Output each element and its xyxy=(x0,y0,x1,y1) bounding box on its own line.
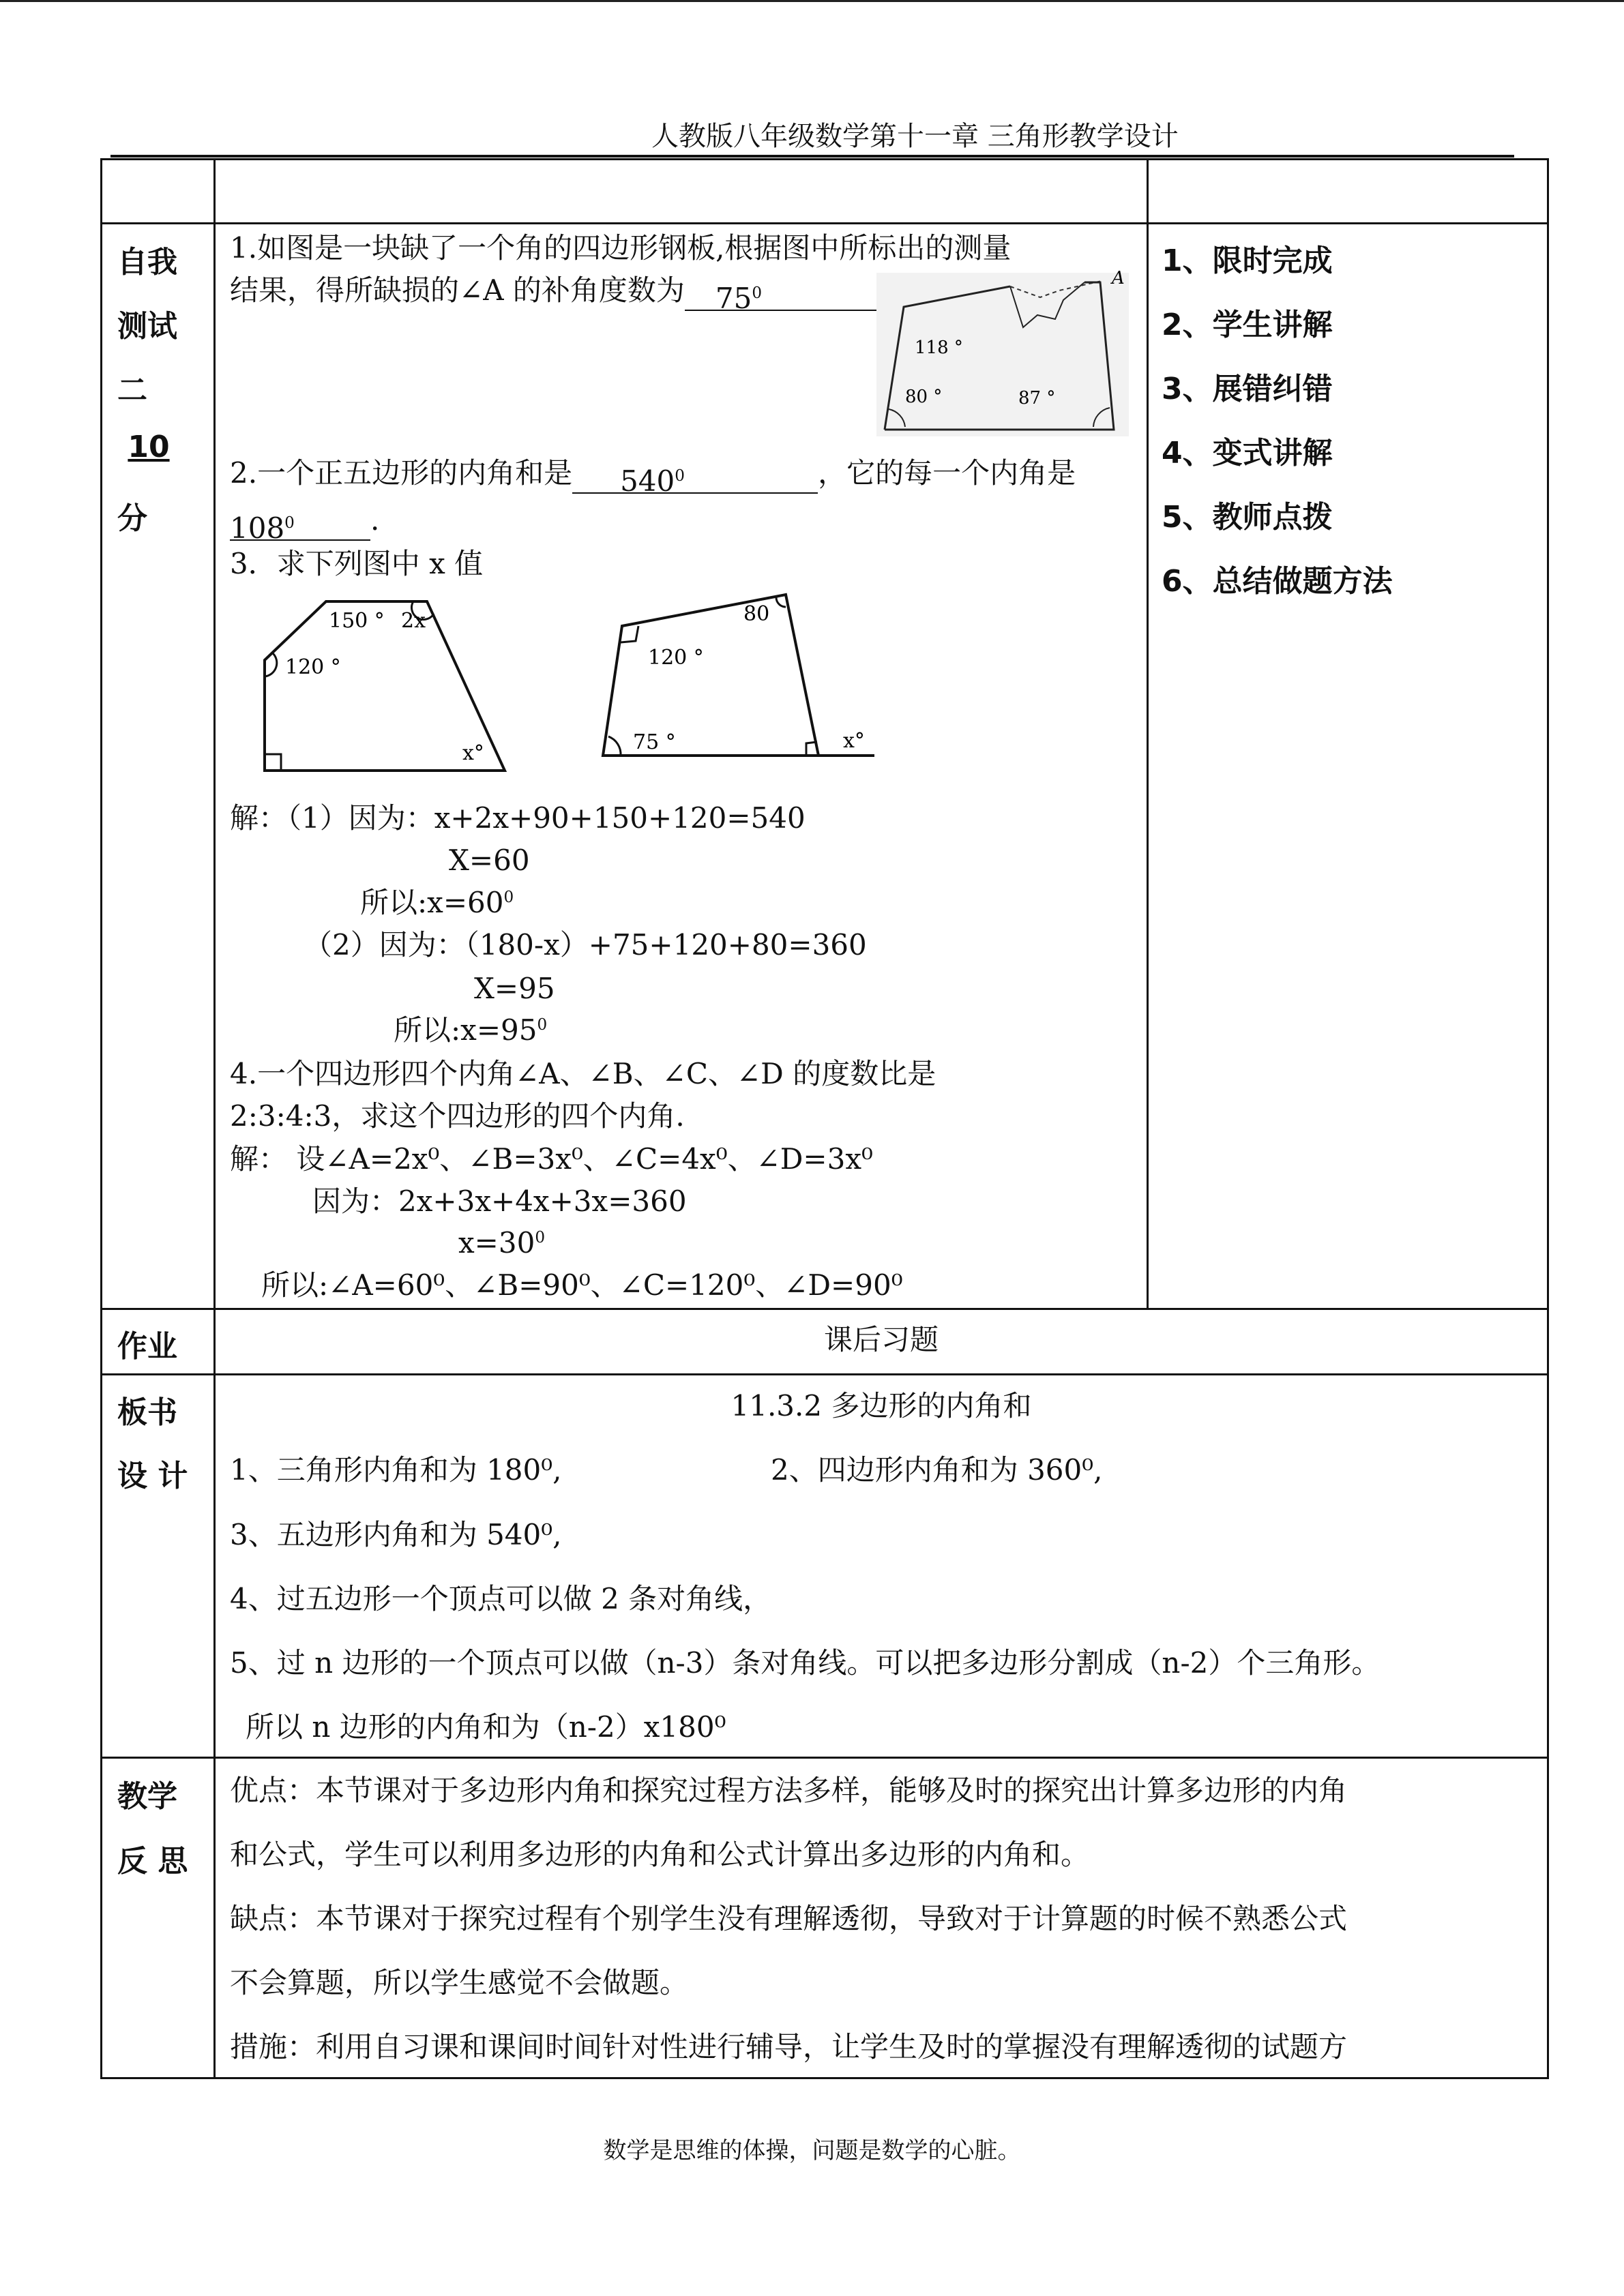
label-board-2: 设 计 xyxy=(117,1459,188,1493)
column-divider xyxy=(213,158,216,2079)
label-self-test-3: 二 xyxy=(117,373,147,408)
step-6: 6、总结做题方法 xyxy=(1162,564,1393,599)
q2-text-2: ，它的每一个内角是 xyxy=(818,456,1076,490)
q1-answer: 75 xyxy=(715,282,752,315)
figure-angle-label: 118 ° xyxy=(915,338,963,358)
page-header-title: 人教版八年级数学第十一章 三角形教学设计 xyxy=(651,121,1179,152)
step-1: 1、限时完成 xyxy=(1162,243,1333,278)
q1-line1: 1.如图是一块缺了一个角的四边形钢板,根据图中所标出的测量 xyxy=(230,231,1012,265)
figure-angle-label: 75 ° xyxy=(633,730,676,754)
q2-text: 2.一个正五边形的内角和是 xyxy=(230,456,573,490)
label-self-test-2: 测试 xyxy=(117,309,177,344)
q3-title: 3．求下列图中 x 值 xyxy=(230,547,484,580)
solution-2-line2: X=95 xyxy=(474,972,555,1005)
q4-solution-4: 所以:∠A=60⁰、∠B=90⁰、∠C=120⁰、∠D=90⁰ xyxy=(261,1268,903,1302)
q4-solution-2: 因为：2x+3x+4x+3x=360 xyxy=(312,1184,687,1218)
label-board-1: 板书 xyxy=(117,1395,177,1430)
step-3: 3、展错纠错 xyxy=(1162,372,1333,406)
solution-1-result: 所以:x=60 xyxy=(360,886,504,919)
q2-line2 xyxy=(230,500,380,545)
figure-pentagon xyxy=(252,586,525,777)
board-item-1: 1、三角形内角和为 180⁰, xyxy=(230,1453,562,1487)
q2-answer2-blank xyxy=(230,508,370,545)
board-item-4: 4、过五边形一个顶点可以做 2 条对角线， xyxy=(230,1582,772,1615)
label-self-test-5: 分 xyxy=(117,501,147,536)
row-divider xyxy=(100,1757,1549,1759)
solution-2-line3 xyxy=(394,1010,547,1051)
reflection-line-3: 缺点：本节课对于探究过程有个别学生没有理解透彻，导致对于计算题的时候不熟悉公式 xyxy=(230,1902,1348,1935)
q2-period: . xyxy=(370,503,380,537)
right-angle-mark xyxy=(265,754,281,771)
solution-1-degree: 0 xyxy=(503,889,514,906)
figure-angle-label: x° xyxy=(843,729,865,753)
step-4: 4、变式讲解 xyxy=(1162,436,1333,471)
reflection-line-4: 不会算题，所以学生感觉不会做题。 xyxy=(230,1966,689,1999)
q4-line1: 4.一个四边形四个内角∠A、∠B、∠C、∠D 的度数比是 xyxy=(230,1057,936,1090)
q1-text: 结果，得所缺损的∠A 的补角度数为 xyxy=(230,273,685,307)
figure-angle-label: 120 ° xyxy=(648,646,704,670)
figure-label-a: A xyxy=(1112,268,1125,288)
q2-answer1-blank xyxy=(572,461,818,498)
table-top-line xyxy=(100,158,1549,160)
q1-line2 xyxy=(230,270,889,315)
figure-angle-label: 2x xyxy=(401,609,426,633)
label-reflection-2: 反 思 xyxy=(117,1844,188,1879)
solution-2-line1: （2）因为：（180-x）+75+120+80=360 xyxy=(304,928,867,961)
board-item-5: 5、过 n 边形的一个顶点可以做（n-3）条对角线。可以把多边形分割成（n-2）个三角形。 xyxy=(230,1646,1381,1680)
figure-angle-arc xyxy=(608,736,621,756)
figure-angle-label: 80 ° xyxy=(905,387,943,407)
solution-2-degree: 0 xyxy=(537,1016,548,1034)
step-2: 2、学生讲解 xyxy=(1162,308,1333,342)
q2-answer1: 540 xyxy=(620,464,675,498)
board-item-6: 所以 n 边形的内角和为（n-2）x180⁰ xyxy=(246,1710,726,1744)
reflection-line-5: 措施：利用自习课和课间时间针对性进行辅导，让学生及时的掌握没有理解透彻的试题方 xyxy=(230,2030,1348,2063)
q4-solution-1: 解： 设∠A=2x⁰、∠B=3x⁰、∠C=4x⁰、∠D=3x⁰ xyxy=(230,1142,873,1176)
row-divider xyxy=(100,1308,1549,1310)
right-angle-mark xyxy=(621,626,638,642)
q1-answer-blank xyxy=(685,278,889,315)
q2-answer2: 108 xyxy=(230,511,285,545)
figure-angle-label: x° xyxy=(462,741,484,765)
q2-line1 xyxy=(230,453,1076,498)
reflection-line-1: 优点：本节课对于多边形内角和探究过程方法多样，能够及时的探究出计算多边形的内角 xyxy=(230,1774,1348,1807)
label-self-test-1: 自我 xyxy=(117,245,177,280)
row-divider xyxy=(100,1373,1549,1375)
column-divider xyxy=(1547,158,1549,2079)
figure-quadrilateral xyxy=(593,586,880,764)
label-reflection-1: 教学 xyxy=(117,1779,177,1814)
solution-2-result: 所以:x=95 xyxy=(394,1013,537,1047)
q2-degree2: 0 xyxy=(284,514,295,532)
board-item-3: 3、五边形内角和为 540⁰, xyxy=(230,1518,562,1551)
solution-1-line3 xyxy=(360,882,514,923)
q1-degree: 0 xyxy=(752,284,763,302)
q4-x-degree: 0 xyxy=(535,1229,546,1247)
figure-angle-arc xyxy=(776,597,786,607)
figure-angle-label: 120 ° xyxy=(285,655,341,679)
figure-broken-quadrilateral xyxy=(876,266,1149,436)
figure-angle-label: 150 ° xyxy=(329,609,385,633)
page-footer: 数学是思维的体操，问题是数学的心脏。 xyxy=(603,2137,1021,2164)
q2-degree1: 0 xyxy=(675,467,685,485)
step-5: 5、教师点拨 xyxy=(1162,500,1333,535)
homework-content: 课后习题 xyxy=(823,1323,939,1356)
label-homework: 作业 xyxy=(117,1329,177,1364)
board-item-2: 2、四边形内角和为 360⁰, xyxy=(771,1453,1103,1487)
table-bottom-line xyxy=(100,2077,1549,2079)
figure-angle-label: 87 ° xyxy=(1018,388,1056,408)
reflection-line-2: 和公式，学生可以利用多边形的内角和公式计算出多边形的内角和。 xyxy=(230,1838,1090,1871)
column-divider xyxy=(100,158,102,2079)
q4-line2: 2:3:4:3，求这个四边形的四个内角. xyxy=(230,1099,685,1133)
figure-angle-label: 80 xyxy=(743,602,770,626)
solution-1-line1: 解：（1）因为：x+2x+90+150+120=540 xyxy=(230,801,806,835)
row-divider xyxy=(100,222,1549,224)
q4-solution-3 xyxy=(458,1223,545,1264)
solution-1-line2: X=60 xyxy=(449,844,530,877)
label-self-test-minutes: 10 xyxy=(128,430,170,464)
q4-x-value: x=30 xyxy=(458,1226,535,1259)
board-title: 11.3.2 多边形的内角和 xyxy=(730,1389,1032,1422)
